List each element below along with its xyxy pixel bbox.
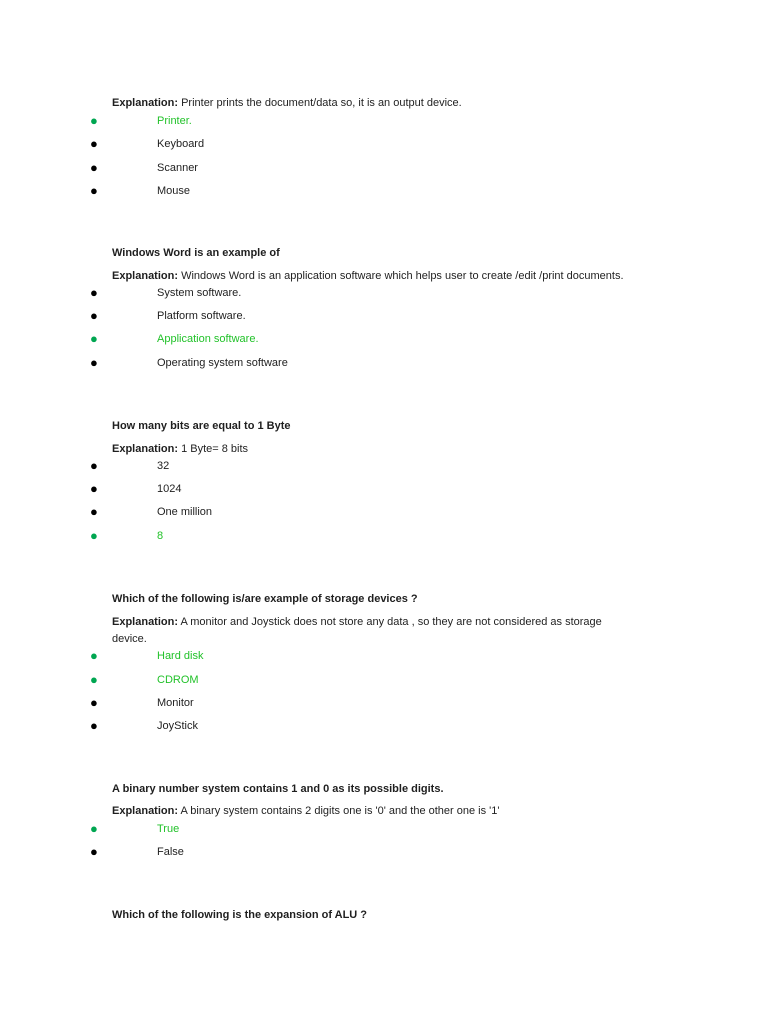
- option-text: Application software.: [157, 333, 259, 345]
- option-text: CDROM: [157, 674, 199, 686]
- option-item[interactable]: [0, 529, 768, 547]
- option-item[interactable]: [0, 696, 768, 714]
- option-text: Keyboard: [157, 138, 205, 150]
- option-item[interactable]: [0, 649, 768, 667]
- bullet-icon: ●: [90, 504, 98, 519]
- bullet-icon: ●: [90, 481, 98, 496]
- option-item[interactable]: [0, 845, 768, 863]
- option-item[interactable]: [0, 822, 768, 840]
- option-text: JoyStick: [157, 720, 198, 732]
- option-item[interactable]: [0, 673, 768, 691]
- bullet-icon: ●: [90, 844, 98, 859]
- option-text: False: [157, 846, 184, 858]
- bullet-icon: ●: [90, 355, 98, 370]
- option-item[interactable]: [0, 356, 768, 374]
- option-text: 32: [157, 460, 170, 472]
- explanation-label: Explanation:: [112, 443, 179, 455]
- option-text: True: [157, 823, 180, 835]
- question-text: A binary number system contains 1 and 0 as its possible digits.: [112, 783, 444, 795]
- bullet-icon: ●: [90, 458, 98, 473]
- option-text: 8: [157, 530, 164, 542]
- bullet-icon: ●: [90, 718, 98, 733]
- option-item[interactable]: [0, 286, 768, 304]
- question-text: Which of the following is/are example of storage devices ?: [112, 593, 418, 605]
- bullet-icon: ●: [90, 528, 98, 543]
- explanation: [112, 95, 632, 112]
- explanation-label: Explanation:: [112, 805, 179, 817]
- explanation: [112, 441, 632, 458]
- option-item[interactable]: [0, 184, 768, 202]
- option-text: Operating system software: [157, 357, 288, 369]
- bullet-icon: ●: [90, 331, 98, 346]
- option-item[interactable]: [0, 114, 768, 132]
- explanation: [112, 614, 632, 648]
- option-text: Platform software.: [157, 310, 246, 322]
- question-text: How many bits are equal to 1 Byte: [112, 420, 291, 432]
- bullet-icon: ●: [90, 136, 98, 151]
- explanation-text: A monitor and Joystick does not store any data , so they are not considered as storage device.: [112, 616, 602, 645]
- option-item[interactable]: [0, 332, 768, 350]
- option-text: Mouse: [157, 185, 191, 197]
- option-text: System software.: [157, 287, 242, 299]
- bullet-icon: ●: [90, 183, 98, 198]
- explanation-text: 1 Byte= 8 bits: [178, 443, 249, 455]
- option-text: Scanner: [157, 162, 198, 174]
- option-item[interactable]: [0, 137, 768, 155]
- option-item[interactable]: [0, 482, 768, 500]
- explanation-text: Windows Word is an application software which helps user to create /edit /print documents.: [178, 270, 624, 282]
- explanation: [112, 803, 632, 820]
- explanation-label: Explanation:: [112, 270, 179, 282]
- question-text: Which of the following is the expansion of ALU ?: [112, 909, 368, 921]
- option-text: One million: [157, 506, 213, 518]
- bullet-icon: ●: [90, 695, 98, 710]
- bullet-icon: ●: [90, 113, 98, 128]
- explanation-label: Explanation:: [112, 97, 179, 109]
- bullet-icon: ●: [90, 672, 98, 687]
- bullet-icon: ●: [90, 821, 98, 836]
- option-item[interactable]: [0, 459, 768, 477]
- bullet-icon: ●: [90, 308, 98, 323]
- option-item[interactable]: [0, 505, 768, 523]
- option-item[interactable]: [0, 719, 768, 737]
- bullet-icon: ●: [90, 648, 98, 663]
- option-item[interactable]: [0, 161, 768, 179]
- bullet-icon: ●: [90, 160, 98, 175]
- option-text: Hard disk: [157, 650, 204, 662]
- explanation-text: A binary system contains 2 digits one is '0' and the other one is '1': [178, 805, 500, 817]
- option-item[interactable]: [0, 309, 768, 327]
- bullet-icon: ●: [90, 285, 98, 300]
- explanation-label: Explanation:: [112, 616, 179, 628]
- explanation-text: Printer prints the document/data so, it is an output device.: [178, 97, 462, 109]
- option-text: 1024: [157, 483, 182, 495]
- explanation: [112, 268, 632, 285]
- option-text: Printer.: [157, 115, 192, 127]
- question-text: Windows Word is an example of: [112, 247, 280, 259]
- option-text: Monitor: [157, 697, 194, 709]
